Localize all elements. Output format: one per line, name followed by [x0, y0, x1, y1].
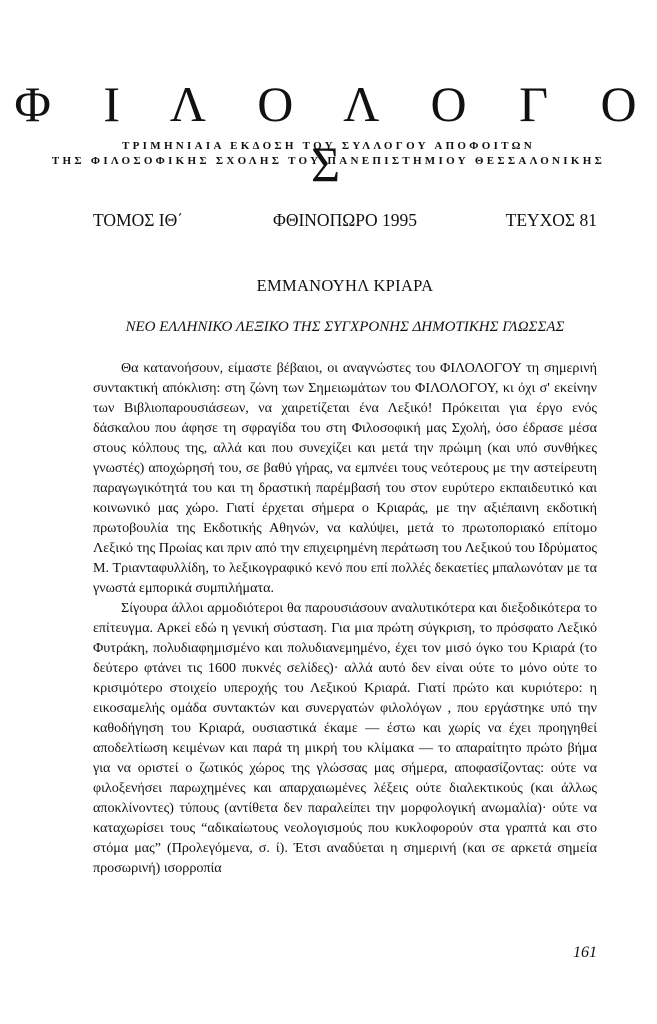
- journal-subtitle-line-2: ΤΗΣ ΦΙΛΟΣΟΦΙΚΗΣ ΣΧΟΛΗΣ ΤΟΥ ΠΑΝΕΠΙΣΤΗΜΙΟΥ ΘΕΣΣΑΛΟΝΙΚΗΣ: [51, 155, 606, 167]
- issue-season: ΦΘΙΝΟΠΩΡΟ 1995: [273, 210, 417, 230]
- article-paragraph: Σίγουρα άλλοι αρμοδιότεροι θα παρουσιάσουν αναλυτικότερα και διεξοδικότερα το επίτευγμα. Αρκεί εδώ η γενική σύσταση. Για μια πρώτη σύγκριση, το πρόσφατο Λεξικό Φυτράκη, πολυδιαφημισμένο και πολυδιανεμημένο, έχει τον μισό όγκο του Κριαρά (το δεύτερο φτάνει τις 1600 πυκνές σελίδες)· αλλά αυτό δεν είναι ούτε το μόνο ούτε το κρισιμότερο στοιχείο υπεροχής του Λεξικού Κριαρά. Γιατί πρώτο και κυριότερο: η εικοσαμελής ομάδα συντακτών και συνεργατών φιλολόγων , που εργάστηκε υπό την καθοδήγηση του Κριαρά, ουσιαστικά έκαμε — έστω και χωρίς να έχει προηγηθεί αποδελτίωση κειμένων και παρά τη μικρή του κλίμακα — το απαραίτητο πρώτο βήμα για να οριστεί ο ζωτικός χώρος της γλώσσας μας σήμερα, αποφασίζοντας: ούτε να φιλοξενήσει παρωχημένες και απαρχαιωμένες λέξεις ούτε διαλεκτικούς (και άλλως αποκλίνοντες) τύπους (αντίθετα δεν παραλείπει την μορφολογική ανωμαλία)· ούτε να καταχωρίσει τους “αδικαίωτους νεολογισμούς που κυκλοφορούν στα γραπτά και στο στόμα μας” (Προλεγόμενα, σ. ί). Έτσι αναδύεται η σημερινή (και σε αρκετά σημεία προσωρινή) ισορροπία: [93, 600, 597, 876]
- issue-info-row: [93, 208, 597, 232]
- journal-masthead: Φ Ι Λ Ο Λ Ο Γ Ο Σ: [14, 76, 657, 192]
- article-title: ΝΕΟ ΕΛΛΗΝΙΚΟ ΛΕΞΙΚΟ ΤΗΣ ΣΥΓΧΡΟΝΗΣ ΔΗΜΟΤΙΚΗΣ ΓΛΩΣΣΑΣ: [125, 319, 565, 335]
- article-body: [93, 358, 597, 878]
- article-author: ΕΜΜΑΝΟΥΗΛ ΚΡΙΑΡΑ: [256, 276, 434, 295]
- issue-number: ΤΕΥΧΟΣ 81: [505, 210, 597, 230]
- article-paragraph: Θα κατανοήσουν, είμαστε βέβαιοι, οι αναγνώστες του ΦΙΛΟΛΟΓΟΥ τη σημερινή συντακτική απόκλιση: στη ζώνη των Σημειωμάτων του ΦΙΛΟΛΟΓΟΥ, κι όχι σ' εκείνην των Βιβλιοπαρουσιάσεων, να χαιρετίζεται ένα Λεξικό! Πρόκειται για έργο ενός δάσκαλου που άφησε τη σφραγίδα του στη Φιλοσοφική μας Σχολή, όσο έδρασε μέσα στους κόλπους της, αλλά και που συνεχίζει και μετά την πρώιμη (και υπό συνθήκες γνωστές) αποχώρησή του, σε βαθύ γήρας, να εμπνέει τους νεότερους με την αστείρευτη παραγωγικότητά του και τη δραστική παρέμβασή του στον ευρύτερο εκπαιδευτικό και κοινωνικό μας χώρο. Γιατί έρχεται σήμερα ο Κριαράς, με την αξιέπαινη εκδοτική πρωτοβουλία της Εκδοτικής Αθηνών, να καλύψει, μετά το πρωτοποριακό επίτομο Λεξικό της Πρωίας και πριν από την επιχειρημένη περάτωση του Λεξικού του Ιδρύματος Μ. Τριανταφυλλίδη, το λεξικογραφικό κενό που επί πολλές δεκαετίες μπαλωνόταν με τα γνωστά εμπορικά συμπιλήματα.: [93, 360, 597, 596]
- journal-subtitle-line-1: ΤΡΙΜΗΝΙΑΙΑ ΕΚΔΟΣΗ ΤΟΥ ΣΥΛΛΟΓΟΥ ΑΠΟΦΟΙΤΩΝ: [122, 140, 535, 152]
- issue-volume: ΤΟΜΟΣ ΙΘ΄: [93, 210, 184, 230]
- page-number: 161: [573, 944, 597, 961]
